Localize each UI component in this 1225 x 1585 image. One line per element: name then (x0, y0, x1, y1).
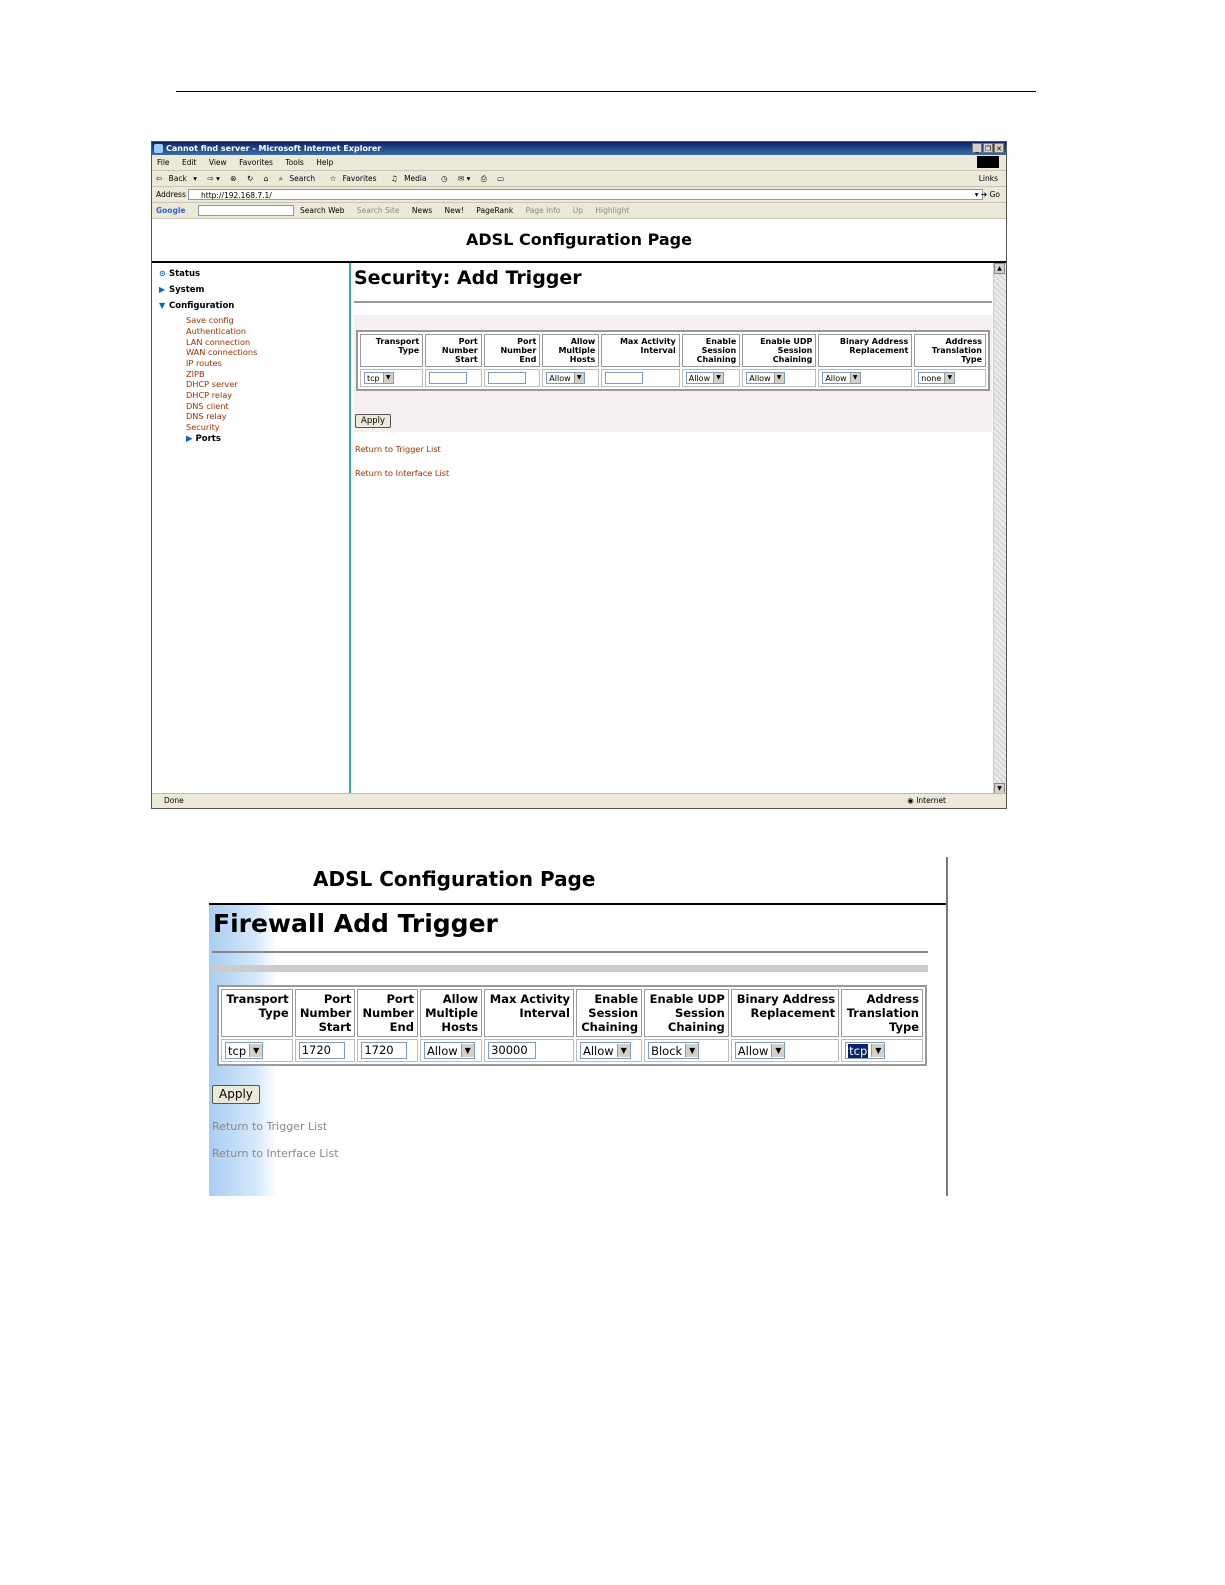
return-interface-link[interactable]: Return to Interface List (355, 468, 450, 478)
nav-system[interactable] (159, 285, 204, 295)
allow-hosts-select[interactable]: Allow ▼ (546, 372, 584, 384)
col-port-start: Port Number Start (295, 989, 356, 1037)
session-chaining-select[interactable]: Allow ▼ (580, 1042, 631, 1059)
address-bar (152, 187, 1006, 203)
nav-configuration-label: Configuration (169, 301, 235, 311)
page-top-rule (176, 91, 1036, 92)
menu-edit[interactable]: Edit (181, 158, 197, 167)
search-label: Search (289, 174, 316, 183)
edit-icon[interactable]: ▭ (497, 174, 505, 183)
back-label: Back (168, 174, 187, 183)
refresh-icon[interactable]: ↻ (246, 174, 254, 183)
port-start-input[interactable] (429, 372, 467, 384)
go-label: Go (989, 190, 1000, 199)
triangle-down-icon: ▼ (159, 301, 166, 310)
chevron-down-icon: ▼ (944, 373, 954, 383)
scroll-up-icon[interactable]: ▲ (994, 263, 1005, 274)
port-end-input[interactable] (488, 372, 526, 384)
enlarged-trigger-table (217, 985, 927, 1066)
google-new-button[interactable]: New! (444, 206, 464, 215)
col-binary-replacement: Binary Address Replacement (818, 334, 912, 367)
links-button[interactable]: Links (978, 174, 998, 183)
chevron-down-icon: ▼ (685, 1044, 698, 1057)
chevron-down-icon: ▼ (249, 1044, 262, 1057)
port-end-input[interactable]: 1720 (361, 1042, 407, 1059)
window-title: Cannot find server - Microsoft Internet Explorer (166, 144, 382, 153)
menu-bar (152, 155, 1006, 171)
address-input[interactable]: http://192.168.7.1/ (188, 189, 983, 200)
col-transport-type: Transport Type (360, 334, 423, 367)
nav-dns-client[interactable]: DNS client (186, 401, 229, 411)
nav-wan-connections[interactable]: WAN connections (186, 347, 258, 357)
enlarged-page-title: Firewall Add Trigger (213, 909, 498, 938)
page-title: Security: Add Trigger (354, 267, 582, 289)
ie-icon (154, 144, 163, 153)
google-search-web-button[interactable]: Search Web (300, 206, 345, 215)
enlarged-screenshot (209, 857, 948, 1196)
table-row (221, 1039, 923, 1062)
chevron-down-icon: ▼ (574, 373, 584, 383)
scroll-down-icon[interactable]: ▼ (994, 783, 1005, 794)
nav-dns-relay[interactable]: DNS relay (186, 411, 227, 421)
chevron-down-icon: ▼ (871, 1044, 884, 1057)
header-rule (209, 903, 946, 905)
nav-lan-connection[interactable]: LAN connection (186, 337, 251, 347)
nav-ip-routes[interactable]: IP routes (186, 358, 222, 368)
col-max-interval: Max Activity Interval (484, 989, 574, 1037)
nav-dhcp-relay[interactable]: DHCP relay (186, 390, 233, 400)
udp-chaining-select[interactable]: Block ▼ (648, 1042, 699, 1059)
transport-type-select[interactable]: tcp ▼ (364, 372, 394, 384)
page-header: ADSL Configuration Page (152, 219, 1006, 263)
form-shade (212, 965, 928, 972)
triangle-right-icon: ▶ (186, 434, 196, 444)
chevron-down-icon: ▼ (771, 1044, 784, 1057)
home-icon[interactable]: ⌂ (263, 174, 269, 183)
apply-button[interactable]: Apply (212, 1085, 260, 1104)
google-pagerank: PageRank (476, 206, 514, 215)
title-rule (212, 951, 928, 953)
back-button[interactable]: ⇦ Back ▾ (156, 174, 198, 183)
mail-icon[interactable]: ✉ ▾ (457, 174, 471, 183)
vertical-scrollbar[interactable] (993, 263, 1006, 794)
transport-type-select[interactable]: tcp ▼ (225, 1042, 263, 1059)
google-toolbar (152, 203, 1006, 219)
triangle-right-icon: ▶ (159, 285, 166, 294)
return-trigger-link[interactable]: Return to Trigger List (355, 444, 441, 454)
binary-replacement-select[interactable]: Allow ▼ (735, 1042, 786, 1059)
google-highlight-button[interactable]: Highlight (595, 206, 630, 215)
address-label: Address (156, 190, 186, 199)
page-content (152, 263, 1006, 794)
browser-window (151, 141, 1007, 809)
chevron-down-icon: ▼ (461, 1044, 474, 1057)
table-header-row (360, 334, 986, 367)
nav-system-label: System (169, 285, 205, 295)
col-allow-hosts: Allow Multiple Hosts (542, 334, 599, 367)
col-udp-chaining: Enable UDP Session Chaining (742, 334, 816, 367)
google-news-button[interactable]: News (411, 206, 433, 215)
nav-security[interactable]: Security (186, 422, 220, 432)
windows-logo-icon (977, 156, 999, 168)
forward-button[interactable]: ⇨ ▾ (207, 174, 220, 183)
chevron-down-icon: ▼ (713, 373, 723, 383)
maximize-icon[interactable]: ❐ (984, 145, 992, 153)
col-transport-type: Transport Type (221, 989, 293, 1037)
max-interval-input[interactable] (605, 372, 643, 384)
nav-configuration[interactable] (159, 301, 234, 311)
col-binary-replacement: Binary Address Replacement (731, 989, 839, 1037)
col-port-end: Port Number End (357, 989, 418, 1037)
col-session-chaining: Enable Session Chaining (682, 334, 741, 367)
google-logo[interactable]: Google (156, 206, 186, 215)
binary-replacement-select[interactable]: Allow ▼ (822, 372, 860, 384)
enlarged-page-header: ADSL Configuration Page (313, 867, 596, 891)
nav-save-config[interactable]: Save config (186, 315, 234, 325)
trigger-table (356, 330, 990, 391)
nav-status-label: Status (169, 269, 201, 279)
favorites-label: Favorites (342, 174, 377, 183)
max-interval-input[interactable]: 30000 (488, 1042, 536, 1059)
nav-authentication[interactable]: Authentication (186, 326, 247, 336)
go-button[interactable]: ▾ ➔ Go (974, 190, 1000, 199)
history-icon[interactable]: ◷ (440, 174, 448, 183)
left-nav (152, 263, 351, 794)
col-session-chaining: Enable Session Chaining (576, 989, 642, 1037)
udp-chaining-select[interactable]: Allow ▼ (746, 372, 784, 384)
bullet-icon: ⊙ (159, 269, 166, 278)
chevron-down-icon: ▼ (383, 373, 393, 383)
chevron-down-icon: ▼ (617, 1044, 630, 1057)
menu-help[interactable]: Help (316, 158, 334, 167)
col-port-start: Port Number Start (425, 334, 482, 367)
media-button[interactable]: ♫ Media (390, 174, 427, 183)
toolbar (152, 171, 1006, 187)
translation-type-select[interactable]: tcp ▼ (845, 1042, 885, 1059)
google-page-info-button[interactable]: Page Info (525, 206, 561, 215)
return-trigger-link[interactable]: Return to Trigger List (212, 1120, 328, 1133)
col-translation-type: Address Translation Type (841, 989, 923, 1037)
title-rule (354, 301, 992, 303)
allow-hosts-select[interactable]: Allow ▼ (424, 1042, 475, 1059)
search-button[interactable]: ⌕ Search (278, 174, 316, 183)
chevron-down-icon: ▼ (774, 373, 784, 383)
menu-tools[interactable]: Tools (285, 158, 304, 167)
status-zone: ◉ Internet (907, 796, 946, 805)
apply-button[interactable]: Apply (355, 414, 391, 428)
col-udp-chaining: Enable UDP Session Chaining (644, 989, 729, 1037)
col-port-end: Port Number End (484, 334, 541, 367)
col-max-interval: Max Activity Interval (601, 334, 679, 367)
status-text: Done (164, 796, 184, 805)
google-search-input[interactable] (198, 205, 294, 216)
menu-view[interactable]: View (208, 158, 227, 167)
port-start-input[interactable]: 1720 (299, 1042, 345, 1059)
nav-status[interactable] (159, 269, 200, 279)
nav-ports-label: Ports (195, 434, 221, 444)
col-allow-hosts: Allow Multiple Hosts (420, 989, 482, 1037)
chevron-down-icon: ▼ (850, 373, 860, 383)
print-icon[interactable]: ⎙ (480, 174, 487, 183)
menu-file[interactable]: File (157, 158, 170, 167)
session-chaining-select[interactable]: Allow ▼ (686, 372, 724, 384)
return-interface-link[interactable]: Return to Interface List (212, 1147, 339, 1160)
google-up-button[interactable]: Up (572, 206, 583, 215)
nav-dhcp-server[interactable]: DHCP server (186, 379, 238, 389)
main-frame (351, 263, 994, 794)
favorites-button[interactable]: ☆ Favorites (329, 174, 377, 183)
google-search-site-button[interactable]: Search Site (356, 206, 400, 215)
nav-ports[interactable] (186, 434, 221, 444)
close-icon[interactable]: ✕ (994, 143, 1004, 153)
stop-icon[interactable]: ⊗ (230, 174, 237, 183)
menu-favorites[interactable]: Favorites (239, 158, 273, 167)
media-label: Media (404, 174, 427, 183)
nav-zipb[interactable]: ZIPB (186, 369, 205, 379)
translation-type-select[interactable]: none ▼ (918, 372, 955, 384)
minimize-icon[interactable]: _ (972, 143, 982, 153)
table-header-row (221, 989, 923, 1037)
table-row (360, 369, 986, 387)
col-translation-type: Address Translation Type (914, 334, 986, 367)
status-bar (152, 793, 1006, 808)
title-bar (152, 142, 1006, 155)
